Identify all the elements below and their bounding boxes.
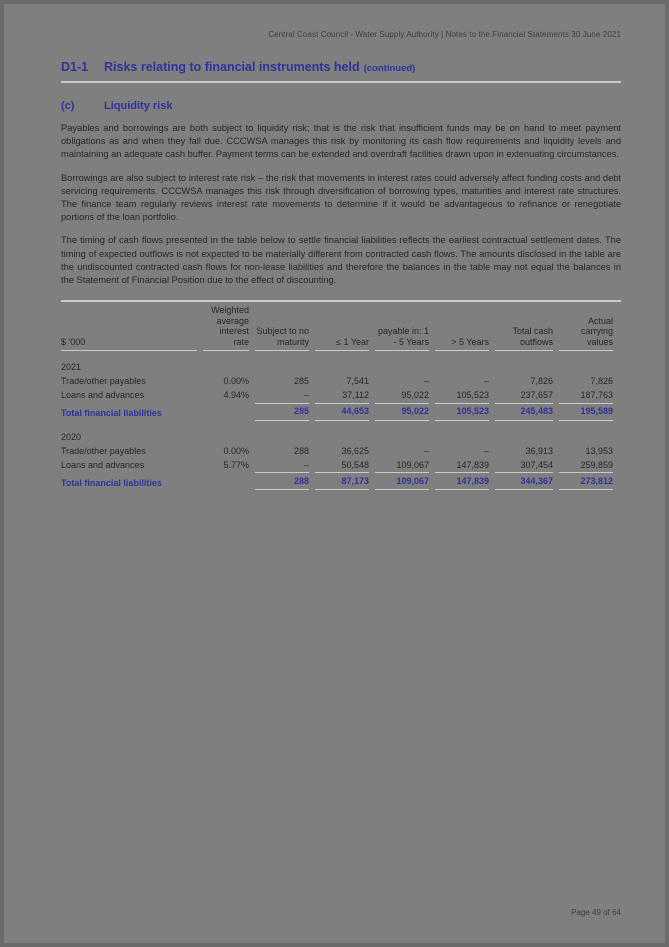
cell-value: 4.94%: [223, 390, 249, 401]
row-label: Total financial liabilities: [61, 477, 162, 488]
page-number: Page 49 of 64: [571, 908, 621, 917]
cell-value: 7,826: [530, 376, 553, 387]
cell-value: 36,913: [525, 445, 553, 456]
column-header: > 5 Years: [435, 305, 489, 351]
column-header: ≤ 1 Year: [315, 305, 369, 351]
row-label: Loans and advances: [61, 390, 145, 401]
table-row: [61, 444, 613, 458]
cell-value: 307,454: [520, 459, 553, 470]
paragraph-liquidity-1: Payables and borrowings are both subject to liquidity risk; that is the risk that insufficient funds may be on hand to meet payment obligations as and when they fall due. CCCWSA manages this risk by monitoring its cash flow requirements and liquidity levels and maintaining an adequate cash buffer. Payment terms can be extended and overdraft facilities drawn upon in extenuating circumstances.: [61, 123, 621, 160]
cell-value: 285: [293, 376, 309, 387]
paragraph-liquidity-2: Borrowings are also subject to interest rate risk – the risk that movements in interest rates could adversely affect funding costs and debt servicing requirements. CCCWSA manages this risk through diversification of borrowing types, maturities and interest rate structures. The finance team regularly reviews interest rate movements to determine if it would be advantageous to refinance or renegotiate portions of the loan portfolio.: [61, 172, 621, 223]
cell-value: –: [483, 376, 489, 387]
cell-value: 187,763: [580, 390, 613, 401]
row-label: Trade/other payables: [61, 376, 146, 387]
section-label: Liquidity risk: [104, 100, 173, 112]
cell-value: 44,653: [315, 403, 369, 421]
cell-value: 87,173: [315, 472, 369, 490]
year-label: 2021: [61, 362, 82, 373]
cell-value: 0.00%: [223, 376, 249, 387]
page-header-text: Central Coast Council - Water Supply Authority | Notes to the Financial Statements 30 June 2021: [268, 30, 621, 39]
cell-value: 109,067: [375, 472, 429, 490]
title-text: Risks relating to financial instruments held: [104, 60, 360, 74]
unit-label: $ '000: [61, 305, 197, 351]
table-top-divider: [61, 300, 621, 302]
cell-value: 288: [255, 472, 309, 490]
cell-value: 37,112: [342, 390, 369, 401]
row-label: Total financial liabilities: [61, 408, 162, 419]
cell-value: –: [423, 445, 429, 456]
year-row: [61, 421, 613, 445]
cell-value: 237,657: [520, 390, 553, 401]
section-heading: [61, 100, 621, 112]
section-number: (c): [61, 100, 75, 112]
cell-value: [203, 472, 249, 490]
cell-value: 7,541: [346, 376, 369, 387]
cell-value: 13,953: [585, 445, 613, 456]
row-label: Trade/other payables: [61, 445, 146, 456]
cell-value: –: [303, 459, 309, 470]
cell-value: 105,523: [456, 390, 489, 401]
cell-value: 273,812: [559, 472, 613, 490]
column-header: Weighted average interest rate: [203, 305, 249, 351]
column-header: Actual carrying values: [559, 305, 613, 351]
column-header: Subject to no maturity: [255, 305, 309, 351]
table-row: [61, 375, 613, 389]
cell-value: 0.00%: [223, 445, 249, 456]
row-label: Loans and advances: [61, 459, 145, 470]
table-row: [61, 403, 613, 421]
cell-value: 288: [293, 445, 309, 456]
title-divider: [61, 81, 621, 83]
cell-value: –: [303, 390, 309, 401]
year-label: 2020: [61, 431, 82, 442]
cell-value: –: [423, 376, 429, 387]
cell-value: 109,067: [396, 459, 429, 470]
cell-value: 147,839: [435, 472, 489, 490]
cell-value: 95,022: [401, 390, 429, 401]
column-header: payable in: 1 - 5 Years: [375, 305, 429, 351]
cell-value: 195,589: [559, 403, 613, 421]
cell-value: 147,839: [456, 459, 489, 470]
cell-value: 344,367: [495, 472, 553, 490]
cell-value: 285: [255, 403, 309, 421]
column-header: Total cash outflows: [495, 305, 553, 351]
cell-value: 95,022: [375, 403, 429, 421]
cell-value: 5.77%: [223, 459, 249, 470]
liquidity-table: [55, 305, 619, 490]
cell-value: 7,826: [590, 376, 613, 387]
page-title: [61, 60, 621, 74]
year-row: [61, 351, 613, 375]
title-continued-suffix: (continued): [363, 63, 416, 74]
title-number: D1-1: [61, 60, 89, 74]
table-row: [61, 389, 613, 403]
table-row: [61, 472, 613, 490]
table-header-row: [61, 305, 613, 351]
page-content: [4, 4, 665, 490]
cell-value: 36,625: [341, 445, 369, 456]
paragraph-liquidity-3: The timing of cash flows presented in the table below to settle financial liabilities reflects the earliest contractual settlement dates. The timing of expected outflows is not expected to be materially different from contracted cash flows. The amounts disclosed in the table are the undiscounted contracted cash flows for non-lease liabilities and therefore the balances in the table may not equal the balances in the Statement of Financial Position due to the effect of discounting.: [61, 235, 621, 286]
cell-value: 259,859: [580, 459, 613, 470]
table-row: [61, 458, 613, 472]
cell-value: –: [483, 445, 489, 456]
cell-value: 50,548: [341, 459, 369, 470]
cell-value: 245,483: [495, 403, 553, 421]
cell-value: [203, 403, 249, 421]
cell-value: 105,523: [435, 403, 489, 421]
